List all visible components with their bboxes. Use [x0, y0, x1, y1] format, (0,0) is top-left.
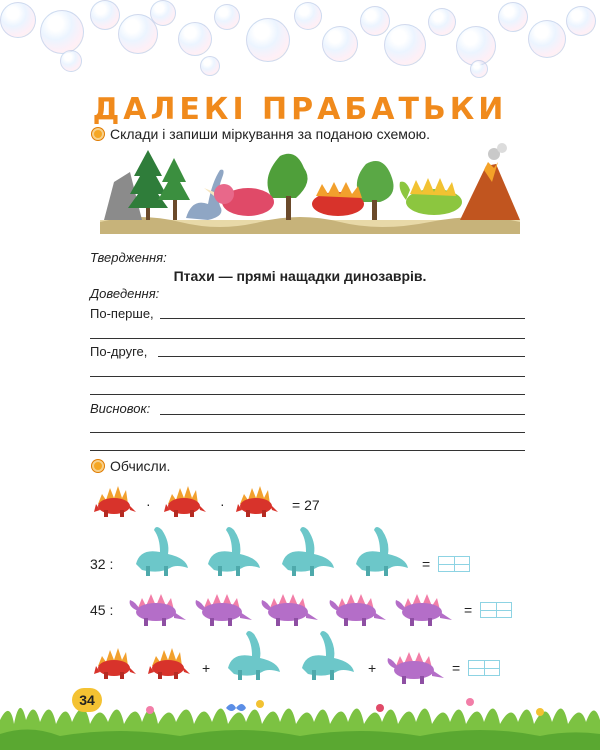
purple-dinosaur-icon: [126, 584, 186, 626]
teal-dinosaur-icon: [126, 524, 190, 576]
purple-dinosaur-icon: [392, 584, 452, 626]
answer-line-conclusion-2[interactable]: [90, 432, 525, 433]
teal-dinosaur-icon: [198, 524, 262, 576]
purple-dinosaur-icon: [258, 584, 318, 626]
purple-dinosaur-icon: [384, 642, 444, 684]
dividend-label: 32 :: [90, 556, 114, 572]
answer-line-second-3[interactable]: [90, 394, 525, 395]
bubbles-decoration: [0, 0, 600, 80]
first-point-label: По-перше,: [90, 306, 154, 321]
red-dinosaur-icon: [92, 478, 136, 518]
red-dinosaur-icon: [162, 478, 206, 518]
multiply-operator: ·: [220, 496, 225, 512]
answer-line-conclusion-1[interactable]: [160, 414, 525, 415]
teal-dinosaur-icon: [218, 628, 282, 680]
second-point-label: По-друге,: [90, 344, 148, 359]
teal-dinosaur-icon: [346, 524, 410, 576]
answer-line-second-2[interactable]: [90, 376, 525, 377]
task-bullet-icon: [92, 128, 104, 140]
dinosaur-scene-illustration: [100, 142, 520, 234]
task-bullet-icon: [92, 460, 104, 472]
plus-operator: +: [202, 660, 211, 676]
answer-line-first-2[interactable]: [90, 338, 525, 339]
task-1-text: Склади і запиши міркування за поданою схемою.: [110, 126, 431, 142]
answer-grid-box[interactable]: [438, 556, 470, 572]
teal-dinosaur-icon: [292, 628, 356, 680]
equals-sign: =: [464, 602, 473, 618]
proof-label: Доведення:: [90, 286, 160, 301]
claim-label: Твердження:: [90, 250, 167, 265]
equation-result: = 27: [292, 497, 320, 513]
conclusion-label: Висновок:: [90, 401, 151, 416]
red-dinosaur-icon: [234, 478, 278, 518]
answer-grid-box[interactable]: [468, 660, 500, 676]
multiply-operator: ·: [146, 496, 151, 512]
task-1-instruction: [92, 126, 430, 142]
task-2-text: Обчисли.: [110, 458, 171, 474]
dividend-label: 45 :: [90, 602, 114, 618]
answer-grid-box[interactable]: [480, 602, 512, 618]
plus-operator: +: [368, 660, 377, 676]
task-2-instruction: [92, 458, 170, 474]
purple-dinosaur-icon: [326, 584, 386, 626]
answer-line-first-1[interactable]: [160, 318, 525, 319]
answer-line-conclusion-3[interactable]: [90, 450, 525, 451]
page-number: 34: [72, 688, 102, 712]
page-title: ДАЛЕКІ ПРАБАТЬКИ: [92, 92, 508, 127]
red-dinosaur-icon: [92, 640, 136, 680]
claim-statement: Птахи — прямі нащадки динозаврів.: [173, 268, 427, 284]
answer-line-second-1[interactable]: [158, 356, 525, 357]
red-dinosaur-icon: [146, 640, 190, 680]
teal-dinosaur-icon: [272, 524, 336, 576]
equals-sign: =: [422, 556, 431, 572]
purple-dinosaur-icon: [192, 584, 252, 626]
equals-sign: =: [452, 660, 461, 676]
